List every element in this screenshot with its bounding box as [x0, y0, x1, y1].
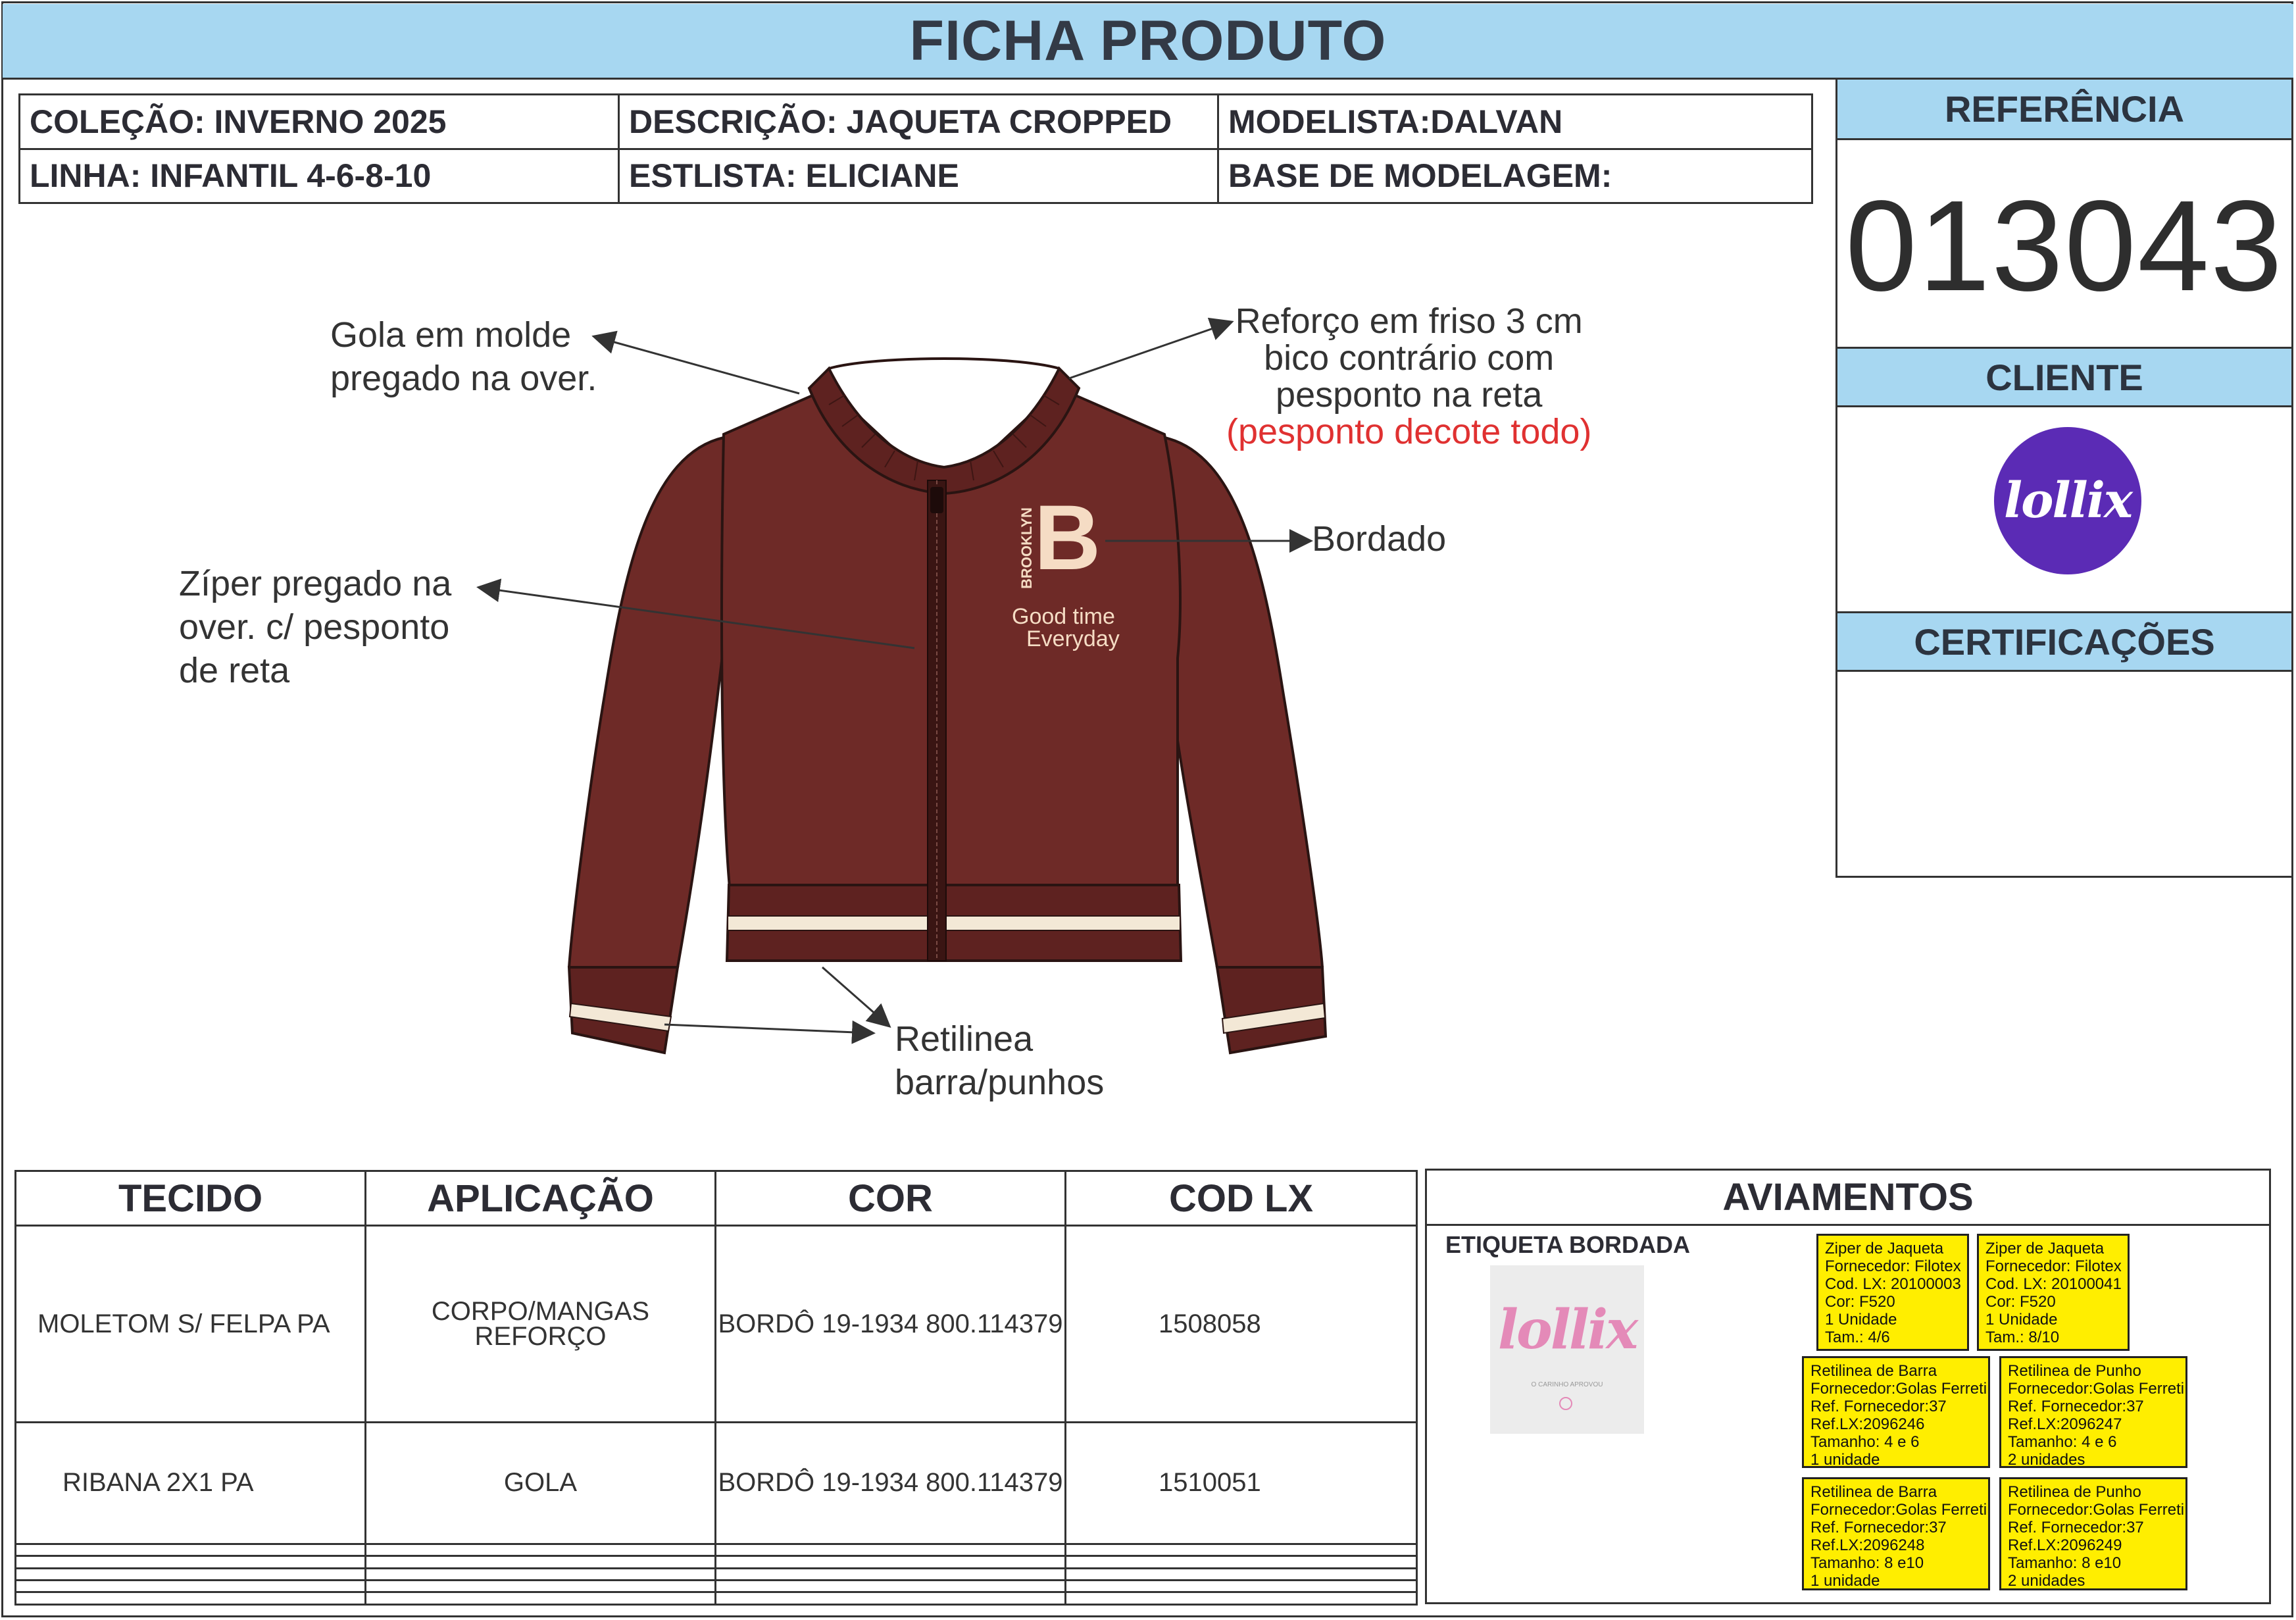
- cor-cell: BORDÔ 19-1934 800.114379: [716, 1226, 1066, 1423]
- box-line: Retilinea de Punho: [2008, 1483, 2141, 1501]
- aviamento-box: [1999, 1477, 2187, 1590]
- descricao-cell: DESCRIÇÃO: JAQUETA CROPPED: [619, 95, 1218, 149]
- cliente-logo: [1994, 427, 2141, 574]
- print-line-2: Everyday: [1026, 626, 1120, 651]
- box-line: Ref. Fornecedor:37: [2008, 1398, 2144, 1415]
- box-line: 1 unidade: [1810, 1451, 1880, 1469]
- box-line: 1 unidade: [1810, 1572, 1880, 1590]
- box-line: Fornecedor:Golas Ferreti: [2008, 1380, 2185, 1398]
- jacket-drawing: [569, 359, 1326, 1053]
- reforco-callout: [1226, 303, 1591, 450]
- col-header-tecido: TECIDO: [16, 1171, 366, 1226]
- table-row-empty: [16, 1568, 1417, 1580]
- aviamento-box: [1816, 1234, 1969, 1351]
- referencia-header: REFERÊNCIA: [1837, 80, 2291, 140]
- box-line: Retilinea de Barra: [1810, 1362, 1937, 1380]
- box-line: Ziper de Jaqueta: [1985, 1240, 2105, 1257]
- col-header-aplicacao: APLICAÇÃO: [366, 1171, 716, 1226]
- box-line: 1 Unidade: [1985, 1311, 2058, 1329]
- etiqueta-small-text: O CARINHO APROVOU: [1531, 1381, 1603, 1388]
- aviamento-box: [1802, 1356, 1990, 1468]
- linha-cell: LINHA: INFANTIL 4-6-8-10: [20, 149, 619, 203]
- box-line: Cod. LX: 20100003: [1825, 1275, 1961, 1293]
- bordado-callout: Bordado: [1312, 519, 1447, 559]
- box-line: Cor: F520: [1825, 1293, 1895, 1311]
- cod-cell: 1508058: [1066, 1226, 1417, 1423]
- reforco-line-3: pesponto na reta: [1276, 375, 1543, 415]
- box-line: Retilinea de Punho: [2008, 1362, 2141, 1380]
- box-line: Fornecedor:Golas Ferreti: [2008, 1501, 2185, 1519]
- box-line: 1 Unidade: [1825, 1311, 1897, 1329]
- ziper-line-3: de reta: [179, 651, 290, 690]
- reforco-line-4: (pesponto decote todo): [1226, 412, 1592, 451]
- retilinea-line-1: Retilinea: [895, 1019, 1034, 1059]
- box-line: 2 unidades: [2008, 1572, 2085, 1590]
- table-row-empty: [16, 1544, 1417, 1556]
- box-line: Ref.LX:2096248: [1810, 1536, 1925, 1554]
- col-header-cor: COR: [716, 1171, 1066, 1226]
- ziper-callout: [179, 562, 451, 692]
- box-line: Ref. Fornecedor:37: [1810, 1398, 1947, 1415]
- table-row-empty: [16, 1556, 1417, 1568]
- box-line: Tamanho: 8 e10: [1810, 1554, 1924, 1572]
- cor-cell: BORDÔ 19-1934 800.114379: [716, 1423, 1066, 1544]
- certificacoes-header: CERTIFICAÇÕES: [1837, 611, 2291, 672]
- reforco-leader: [1069, 322, 1230, 378]
- box-line: Cor: F520: [1985, 1293, 2056, 1311]
- base-modelagem-cell: BASE DE MODELAGEM:: [1218, 149, 1812, 203]
- colecao-cell: COLEÇÃO: INVERNO 2025: [20, 95, 619, 149]
- estilista-cell: ESTLISTA: ELICIANE: [619, 149, 1218, 203]
- box-line: Tamanho: 8 e10: [2008, 1554, 2122, 1572]
- print-word: BROOKLYN: [1018, 507, 1035, 589]
- aplicacao-cell: [366, 1226, 716, 1423]
- tecido-cell: RIBANA 2X1 PA: [16, 1423, 366, 1544]
- box-line: Fornecedor:Golas Ferreti: [1810, 1501, 1987, 1519]
- box-line: Retilinea de Barra: [1810, 1483, 1937, 1501]
- print-letter: B: [1034, 486, 1101, 589]
- table-row-empty: [16, 1581, 1417, 1592]
- etiqueta-logo: lollix: [1497, 1298, 1637, 1361]
- sidebar-panel: [1835, 78, 2293, 878]
- aplicacao-line-1: CORPO/MANGAS: [431, 1297, 650, 1327]
- materials-header-row: [16, 1171, 1417, 1226]
- retilinea-callout: [895, 1017, 1104, 1104]
- aplicacao-cell: GOLA: [366, 1423, 716, 1544]
- box-line: Tamanho: 4 e 6: [1810, 1433, 1920, 1451]
- aviamentos-panel: [1425, 1169, 2271, 1604]
- box-line: Fornecedor: Filotex: [1985, 1257, 2122, 1275]
- box-line: Tamanho: 4 e 6: [2008, 1433, 2117, 1451]
- aplicacao-line-2: REFORÇO: [474, 1322, 607, 1352]
- print-line-1: Good time: [1012, 604, 1115, 629]
- materials-table: [14, 1170, 1418, 1606]
- etiqueta-label: ETIQUETA BORDADA: [1445, 1231, 1690, 1258]
- box-line: Ref.LX:2096249: [2008, 1536, 2122, 1554]
- box-line: Fornecedor: Filotex: [1825, 1257, 1961, 1275]
- box-line: Fornecedor:Golas Ferreti: [1810, 1380, 1987, 1398]
- box-line: Tam.: 4/6: [1825, 1329, 1890, 1346]
- aviamento-box: [1802, 1477, 1990, 1590]
- box-line: Ziper de Jaqueta: [1825, 1240, 1944, 1257]
- ziper-line-2: over. c/ pesponto: [179, 607, 450, 647]
- modelista-cell: MODELISTA:DALVAN: [1218, 95, 1812, 149]
- retilinea-line-2: barra/punhos: [895, 1063, 1105, 1102]
- cod-cell: 1510051: [1066, 1423, 1417, 1544]
- box-line: Ref. Fornecedor:37: [1810, 1519, 1947, 1536]
- box-line: Ref.LX:2096247: [2008, 1415, 2122, 1433]
- table-row-empty: [16, 1592, 1417, 1605]
- col-header-cod: COD LX: [1066, 1171, 1417, 1226]
- page-title: FICHA PRODUTO: [909, 9, 1387, 72]
- aviamento-box: [1977, 1234, 2130, 1351]
- reforco-line-2: bico contrário com: [1264, 338, 1555, 378]
- box-line: 2 unidades: [2008, 1451, 2085, 1469]
- box-line: Ref.LX:2096246: [1810, 1415, 1925, 1433]
- cliente-header: CLIENTE: [1837, 347, 2291, 407]
- aviamento-box: [1999, 1356, 2187, 1468]
- table-row: [16, 1423, 1417, 1544]
- retilinea-leader-2: [664, 1025, 872, 1033]
- ziper-line-1: Zíper pregado na: [179, 564, 452, 603]
- reforco-line-1: Reforço em friso 3 cm: [1235, 301, 1583, 341]
- gola-leader: [595, 337, 799, 393]
- retilinea-leader-1: [822, 967, 888, 1025]
- etiqueta-image: [1490, 1265, 1644, 1434]
- gola-callout: [330, 313, 597, 400]
- box-line: Tam.: 8/10: [1985, 1329, 2060, 1346]
- gola-line-2: pregado na over.: [330, 359, 597, 398]
- referencia-number: 013043: [1845, 174, 2284, 318]
- cliente-logo-text: lollix: [2004, 472, 2132, 529]
- table-row: [16, 1226, 1417, 1423]
- tecido-cell: MOLETOM S/ FELPA PA: [16, 1226, 366, 1423]
- aviamentos-title: AVIAMENTOS: [1427, 1171, 2269, 1226]
- box-line: Ref. Fornecedor:37: [2008, 1519, 2144, 1536]
- etiqueta-circle-icon: [1559, 1397, 1572, 1410]
- box-line: Cod. LX: 20100041: [1985, 1275, 2122, 1293]
- gola-line-1: Gola em molde: [330, 315, 572, 355]
